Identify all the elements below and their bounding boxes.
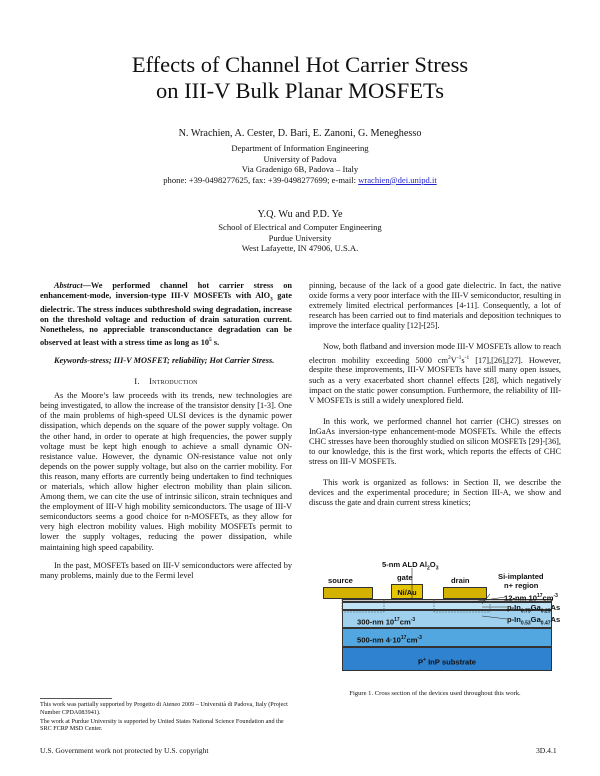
- contact-line: [0, 175, 600, 186]
- abstract-text: gate dielectric. The stress induces subthreshold swing degradation, increase on the threshold voltage and reduction of drain saturation current. Nonetheless, no appreciable transconductance degradation can be observed at least with a stress time as long as 10: [40, 291, 292, 347]
- gate-contact: Ni/Au: [391, 584, 423, 599]
- abstract-text: —We performed channel hot carrier stress on enhancement-mode, inversion-type III-V MOSFETs with Al: [40, 281, 292, 301]
- footnotes: [40, 701, 292, 733]
- layer-300nm: 300-nm $10^{17}cm^{-3}$: [342, 610, 552, 628]
- pin-label-text: p-In: [507, 603, 521, 612]
- section-numeral: I.: [134, 376, 140, 387]
- footer-page-id: 3D.4.1: [536, 746, 557, 755]
- title-line-1: Effects of Channel Hot Carrier Stress: [131, 52, 469, 77]
- channel-leader-line: [472, 597, 505, 602]
- affil-line: Purdue University: [268, 232, 332, 243]
- substrate-layer: P+ InP substrate: [342, 647, 552, 671]
- title-line-2: on III-V Bulk Planar MOSFETs: [155, 78, 444, 103]
- paragraph: As the Moore’s law proceeds with its trends, new technologies are being investigated, to allow the increase of the transistor density [1-3]. One of the main problems of high-speed ULSI devices is the dynamic power dissipation, which depends on the square of the power supply voltage. On the other hand, in order to operate at high frequencies, the power supply voltage must be kept high enough to achieve a small dynamic ON-resistance value. However, the dynamic ON-resistance value not only depends on the power supply voltage, but also on the carrier mobility. For this reason, many efforts are currently being undertaken to find techniques or materials, which allow higher electron mobility than plain silicon. Among them, we can cite the use of intrinsic silicon, strain techniques and the employment of III-V high mobility semiconductors. The usage of III-V semiconductors seems a good choice for n-MOSFETs, as they allow for very high electron mobility values. High mobility MOSFETs permit to lower the supply voltages, reducing the power dissipation, while maintaining high speed capability.: [40, 391, 292, 552]
- si-leader-line: [482, 594, 490, 604]
- paragraph: pinning, because of the lack of a good gate dielectric. In fact, the native oxide forms a very poor interface with the III-V semiconductor, resulting in extremely limited electrical performances [4-11]. Consequently, a lot of research has been carried out to find materials and deposition techniques to improve the interface quality [12]-[25].: [309, 281, 561, 331]
- ald-label-text: 5-nm ALD Al: [382, 560, 427, 569]
- paragraph-text: Now, both flatband and inversion mode III-V MOSFETs allow to reach electron mobility exceeding 5000 cm: [309, 342, 561, 365]
- si-label-line: Si-implanted: [498, 572, 544, 581]
- authors-group-2: Y.Q. Wu and P.D. Ye: [257, 209, 343, 220]
- drain-implant-region: [434, 599, 490, 612]
- footnote: This work was partially supported by Progetto di Ateneo 2009 – Università di Padova, Italy (Project Number CPDA083941).: [40, 701, 288, 716]
- pin-label-1: $p-In_{0.75}Ga_{0.25}As$: [507, 603, 561, 615]
- affiliation-2: [0, 222, 600, 254]
- gate-label: gate: [397, 573, 413, 582]
- layer-500nm: 500-nm $4\cdot 10^{17}cm^{-3}$: [342, 628, 552, 647]
- device-cross-section-figure: [322, 560, 561, 671]
- figure-caption: Figure 1. Cross section of the devices used throughout this work.: [349, 690, 521, 697]
- paragraph: In the past, MOSFETs based on III-V semiconductors were affected by many problems, mainly due to the Fermi level: [40, 560, 292, 580]
- source-implant-region: [342, 599, 384, 612]
- leader-lines: [322, 566, 560, 671]
- affil-line: School of Electrical and Computer Engineering: [218, 222, 382, 232]
- substrate-label-rest: InP substrate: [425, 657, 477, 667]
- section-heading: [40, 376, 292, 386]
- layer-300-label: 300-nm 10: [357, 617, 395, 627]
- footer-copyright: U.S. Government work not protected by U.S. copyright: [40, 746, 209, 755]
- channel-label: 12-nm $10^{17}cm^{-3}$: [504, 593, 558, 603]
- abstract-label: Abstract: [54, 281, 83, 290]
- pin2-leader-line: [482, 616, 507, 619]
- affil-line: Via Gradenigo 6B, Padova – Italy: [241, 164, 359, 175]
- email-link[interactable]: wrachien@dei.unipd.it: [358, 174, 437, 185]
- abstract-text: s.: [213, 337, 220, 347]
- si-label-line: n+ region: [504, 581, 539, 590]
- affil-line: West Lafayette, IN 47906, U.S.A.: [241, 243, 359, 254]
- ald-label: 5-nm ALD $Al_2O_3$: [382, 560, 439, 572]
- layer-500-label: 500-nm 4·10: [357, 635, 401, 645]
- drain-label: drain: [451, 576, 470, 585]
- affil-line: Department of Information Engineering: [231, 143, 369, 153]
- paragraph: Now, both flatband and inversion mode III-V MOSFETs allow to reach electron mobility exceeding 5000 $cm^2V^{-1}s^{-1}$ [17],[26],[27]. However, despite these improvements, III-V MOSFETs have still many open issues, such as a very exacerbated short channel effects [28], which negatively impact on the static power consumption. Furthermore, the reliability of III-V MOSFETs is still a widely unexplored field.: [309, 342, 561, 405]
- keywords: Keywords-stress; III-V MOSFET; reliability; Hot Carrier Stress.: [54, 355, 275, 365]
- channel-label-text: 12-nm 10: [504, 593, 537, 603]
- right-column: [309, 281, 561, 509]
- footnote-divider: [40, 698, 112, 699]
- contact-text: phone: +39-0498277625, fax: +39-0498277699; e-mail:: [163, 174, 359, 185]
- paragraph-text: [17],[26],[27]. However, despite these improvements, III-V MOSFETs have still many open issues, such as a very exacerbated short channel effects [28], which negatively impact on the static power consumption. Furthermore, the reliability of III-V MOSFETs is still a widely unexplored field.: [309, 355, 561, 405]
- footnote: The work at Purdue University is supported by United States National Science Foundation and the SRC FCRP MSD Center.: [40, 717, 284, 733]
- affil-line: University of Padova: [263, 153, 337, 164]
- section-title: Introduction: [149, 376, 198, 387]
- pin-label-2: $p-In_{0.53}Ga_{0.47}As$: [507, 615, 561, 627]
- paragraph: In this work, we performed channel hot carrier (CHC) stresses on InGaAs inversion-type enhancement-mode MOSFETs. While the effects CHC stresses have been thoroughly studied on silicon MOSFETs [29]-[36], to our knowledge, this is the first work, which reports the effects of CHC stress on III-V MOSFETs.: [309, 416, 561, 467]
- affiliation-1: [0, 143, 600, 185]
- authors-group-1: N. Wrachien, A. Cester, D. Bari, E. Zanoni, G. Meneghesso: [178, 128, 422, 139]
- source-label: source: [328, 576, 353, 585]
- substrate-label: P: [417, 657, 424, 667]
- pin-label-text: p-In: [507, 615, 521, 624]
- paragraph: This work is organized as follows: in Section II, we describe the devices and the experimental procedure; in Section III-A, we show and discuss the gate and drain current stress kinetics;: [309, 478, 561, 508]
- left-column: [40, 281, 292, 581]
- paper-title: [0, 52, 600, 104]
- abstract: Abstract—We performed channel hot carrier stress on enhancement-mode, inversion-type III-V MOSFETs with AlO$_3$ gate dielectric. The stress induces subthreshold swing degradation, increase on the threshold voltage and reduction of drain saturation current. Nonetheless, no appreciable transconductance degradation can be observed at least with a stress time as long as $10^5$ s.: [40, 281, 292, 347]
